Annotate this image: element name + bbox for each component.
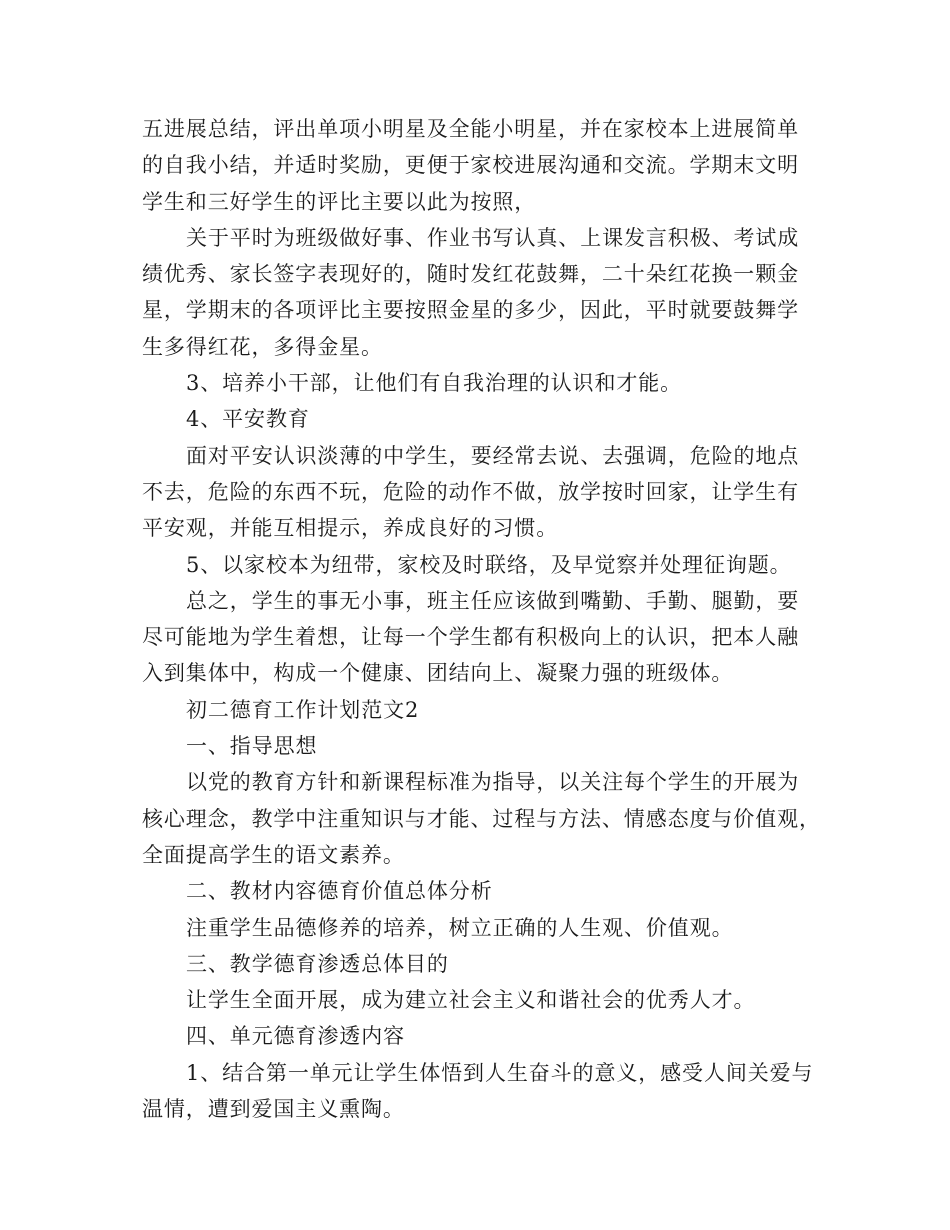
paragraph-line: 一、指导思想: [186, 734, 318, 759]
paragraph-line: 五进展总结，评出单项小明星及全能小明星，并在家校本上进展简单: [142, 117, 799, 141]
paragraph-line: 面对平安认识淡薄的中学生，要经常去说、去强调，危险的地点: [186, 443, 800, 468]
paragraph-line: 二、教材内容德育价值总体分析: [186, 879, 493, 904]
paragraph-line: 星，学期末的各项评比主要按照金星的多少，因此，平时就要鼓舞学: [142, 298, 799, 323]
body-paragraph: [142, 982, 822, 1018]
paragraph-line: 温情，遭到爱国主义熏陶。: [142, 1097, 405, 1122]
body-paragraph: [142, 220, 822, 365]
paragraph-line: 四、单元德育渗透内容: [186, 1024, 405, 1049]
body-paragraph: [142, 583, 822, 692]
body-paragraph: [142, 401, 822, 437]
body-paragraph: [142, 438, 822, 547]
paragraph-line: 尽可能地为学生着想，让每一个学生都有积极向上的认识，把本人融: [142, 625, 799, 650]
paragraph-line: 学生和三好学生的评比主要以此为按照，: [142, 189, 537, 214]
body-paragraph: [142, 692, 822, 728]
body-paragraph: [142, 873, 822, 909]
paragraph-line: 以党的教育方针和新课程标准为指导，以关注每个学生的开展为: [186, 770, 800, 795]
paragraph-line: 三、教学德育渗透总体目的: [186, 951, 449, 976]
paragraph-line: 全面提高学生的语文素养。: [142, 842, 405, 867]
document-body: [142, 111, 822, 1127]
paragraph-line: 平安观，并能互相提示，养成良好的习惯。: [142, 516, 559, 541]
body-paragraph: [142, 1055, 822, 1128]
body-paragraph: [142, 111, 822, 220]
paragraph-line: 绩优秀、家长签字表现好的，随时发红花鼓舞，二十朵红花换一颗金: [142, 262, 799, 287]
paragraph-line: 总之，学生的事无小事，班主任应该做到嘴勤、手勤、腿勤，要: [186, 588, 800, 613]
body-paragraph: [142, 728, 822, 764]
paragraph-line: 1、结合第一单元让学生体悟到人生奋斗的意义，感受人间关爱与: [186, 1060, 814, 1085]
paragraph-line: 5、以家校本为纽带，家校及时联络，及早觉察并处理征询题。: [186, 552, 792, 577]
paragraph-line: 不去，危险的东西不玩，危险的动作不做，放学按时回家，让学生有: [142, 479, 799, 504]
paragraph-line: 注重学生品德修养的培养，树立正确的人生观、价值观。: [186, 915, 734, 940]
paragraph-line: 关于平时为班级做好事、作业书写认真、上课发言积极、考试成: [186, 225, 800, 250]
paragraph-line: 核心理念，教学中注重知识与才能、过程与方法、情感态度与价值观，: [142, 806, 821, 831]
body-paragraph: [142, 1018, 822, 1054]
body-paragraph: [142, 946, 822, 982]
paragraph-line: 入到集体中，构成一个健康、团结向上、凝聚力强的班级体。: [142, 661, 734, 686]
paragraph-line: 让学生全面开展，成为建立社会主义和谐社会的优秀人才。: [186, 988, 756, 1013]
body-paragraph: [142, 764, 822, 873]
paragraph-line: 的自我小结，并适时奖励，更便于家校进展沟通和交流。学期末文明: [142, 153, 799, 178]
paragraph-line: 3、培养小干部，让他们有自我治理的认识和才能。: [186, 371, 683, 396]
paragraph-line: 初二德育工作计划范文2: [186, 697, 420, 722]
paragraph-line: 生多得红花，多得金星。: [142, 334, 383, 359]
body-paragraph: [142, 910, 822, 946]
paragraph-line: 4、平安教育: [186, 407, 310, 432]
body-paragraph: [142, 365, 822, 401]
body-paragraph: [142, 547, 822, 583]
